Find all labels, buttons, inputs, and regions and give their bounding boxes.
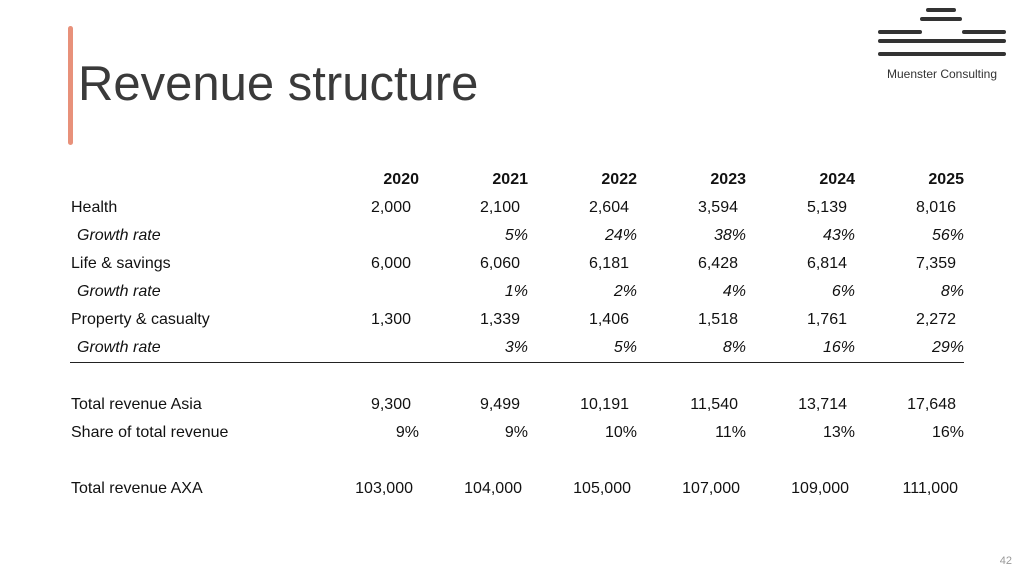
table-cell: 8% bbox=[722, 339, 746, 356]
table-cell: 3,594 bbox=[697, 199, 738, 216]
row-label: Health bbox=[71, 199, 118, 216]
table-cell: 13,714 bbox=[798, 396, 847, 413]
table-cell: 1,406 bbox=[588, 311, 629, 328]
table-cell: 9,300 bbox=[370, 396, 411, 413]
table-cell: 8,016 bbox=[915, 199, 956, 216]
table-cell: 4% bbox=[722, 283, 746, 300]
table-cell: 2% bbox=[613, 283, 637, 300]
table-cell: 1% bbox=[504, 283, 528, 300]
table-cell: 5% bbox=[613, 339, 637, 356]
table-row bbox=[70, 334, 964, 363]
row-label: Growth rate bbox=[77, 283, 161, 300]
table-cell: 56% bbox=[931, 227, 964, 244]
table-cell: 6,060 bbox=[479, 255, 520, 272]
table-cell: 13% bbox=[822, 424, 855, 441]
table-row bbox=[70, 419, 964, 447]
table-cell: 1,339 bbox=[479, 311, 520, 328]
table-cell: 6,814 bbox=[806, 255, 847, 272]
table-cell: 11,540 bbox=[690, 396, 738, 413]
table-row bbox=[70, 306, 964, 334]
table-cell: 17,648 bbox=[907, 396, 956, 413]
table-cell: 16% bbox=[822, 339, 855, 356]
row-label: Total revenue Asia bbox=[71, 396, 202, 413]
row-label: Share of total revenue bbox=[71, 424, 229, 441]
table-cell: 3% bbox=[504, 339, 528, 356]
table-cell: 1,518 bbox=[697, 311, 738, 328]
table-cell: 10% bbox=[604, 424, 637, 441]
table-cell: 105,000 bbox=[573, 480, 631, 497]
table-row bbox=[70, 278, 964, 306]
table-cell: 43% bbox=[822, 227, 855, 244]
table-cell: 2,000 bbox=[370, 199, 411, 216]
column-header: 2023 bbox=[710, 171, 746, 188]
table-cell: 11% bbox=[715, 424, 746, 441]
table-row bbox=[70, 194, 964, 222]
table-cell: 9% bbox=[504, 424, 528, 441]
company-logo bbox=[876, 6, 1008, 86]
table-spacer bbox=[70, 447, 964, 475]
column-header: 2025 bbox=[928, 171, 964, 188]
table-cell: 2,272 bbox=[915, 311, 956, 328]
table-cell: 103,000 bbox=[355, 480, 413, 497]
table-cell: 104,000 bbox=[464, 480, 522, 497]
table-cell: 107,000 bbox=[682, 480, 740, 497]
table-spacer bbox=[70, 363, 964, 391]
table-row bbox=[70, 222, 964, 250]
row-label: Property & casualty bbox=[71, 311, 210, 328]
page-number: 42 bbox=[999, 555, 1012, 567]
table-row bbox=[70, 250, 964, 278]
slide-title: Revenue structure bbox=[78, 57, 479, 111]
table-header-row bbox=[70, 166, 964, 194]
table-cell: 5% bbox=[504, 227, 528, 244]
table-cell: 6,428 bbox=[697, 255, 738, 272]
title-accent-bar bbox=[68, 26, 73, 145]
table-row bbox=[70, 391, 964, 419]
column-header: 2021 bbox=[492, 171, 528, 188]
stacked-lines-logo-icon bbox=[876, 6, 1008, 66]
table-cell: 2,100 bbox=[479, 199, 520, 216]
table-cell: 7,359 bbox=[915, 255, 956, 272]
table-cell: 24% bbox=[604, 227, 637, 244]
table-cell: 111,000 bbox=[902, 480, 958, 497]
table-cell: 6,000 bbox=[370, 255, 411, 272]
table-cell: 29% bbox=[931, 339, 964, 356]
table-cell: 8% bbox=[940, 283, 964, 300]
table-cell: 9,499 bbox=[479, 396, 520, 413]
table-cell: 9% bbox=[395, 424, 419, 441]
table-cell: 109,000 bbox=[791, 480, 849, 497]
column-header: 2022 bbox=[601, 171, 637, 188]
row-label: Life & savings bbox=[71, 255, 171, 272]
table-row bbox=[70, 475, 964, 503]
table-cell: 5,139 bbox=[806, 199, 847, 216]
logo-text: Muenster Consulting bbox=[886, 67, 998, 81]
table-cell: 1,300 bbox=[370, 311, 411, 328]
table-cell: 6% bbox=[831, 283, 855, 300]
table-cell: 10,191 bbox=[580, 396, 629, 413]
table-cell: 2,604 bbox=[588, 199, 629, 216]
revenue-table bbox=[70, 166, 964, 503]
column-header: 2020 bbox=[383, 171, 419, 188]
table-cell: 16% bbox=[931, 424, 964, 441]
row-label: Total revenue AXA bbox=[71, 480, 203, 497]
table-cell: 38% bbox=[713, 227, 746, 244]
row-label: Growth rate bbox=[77, 339, 161, 356]
row-label: Growth rate bbox=[77, 227, 161, 244]
column-header: 2024 bbox=[819, 171, 855, 188]
table-cell: 1,761 bbox=[806, 311, 847, 328]
table-cell: 6,181 bbox=[588, 255, 629, 272]
